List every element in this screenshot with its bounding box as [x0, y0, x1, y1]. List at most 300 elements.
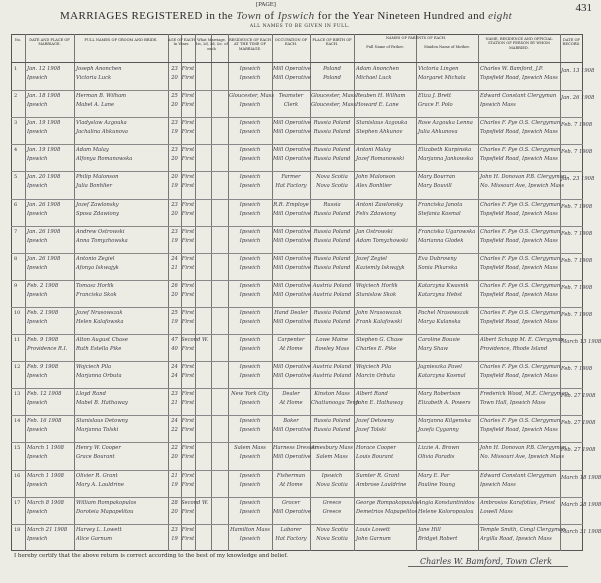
entry-birth-g: Lowe Maine: [315, 337, 349, 343]
entry-place: Ipswich: [27, 508, 48, 515]
entry-groom: Antonio Zegiel: [76, 255, 115, 262]
entry-off2: Topsfield Road, Ipswich Mass: [480, 427, 558, 434]
entry-birth-b: Nova Scotia: [316, 183, 348, 190]
entry-mar-g: Second W.: [181, 337, 209, 343]
entry-age-g: 23: [171, 391, 178, 398]
entry-bride: Alfonya Romanowska: [76, 156, 133, 163]
entry-age-g: 47: [171, 337, 178, 343]
entry-father-g: Antoni Zawlonsky: [356, 201, 403, 208]
entry-father-b: Kaziemly Iskwajyk: [356, 264, 405, 271]
entry-age-g: 23: [171, 228, 178, 235]
entry-date: Feb. 2 1908: [27, 282, 59, 289]
entry-rec: Feb. 7 1908: [561, 122, 593, 129]
entry-groom: Henry W. Cooper: [76, 445, 121, 452]
entry-father-g: Albert Rand: [356, 391, 388, 398]
header-parents: NAMES OF PARENTS OF EACH.: [385, 36, 447, 40]
entry-mother-g: Jane Hill: [418, 526, 441, 533]
row-rule: [11, 226, 583, 227]
entry-groom: Lloyd Rand: [76, 391, 106, 398]
entry-bride: Helen Kalafowska: [76, 318, 124, 325]
entry-mar-b: First: [181, 129, 195, 136]
entry-res-b: Ipswich: [239, 508, 261, 515]
entry-mar-b: First: [181, 210, 195, 217]
entry-rec: March 28 1908: [561, 501, 601, 508]
entry-place: Ipswich: [27, 427, 48, 434]
entry-occ-b: Mill Operative: [273, 156, 311, 163]
entry-age-g: 23: [171, 201, 178, 208]
entry-mar-b: First: [181, 454, 195, 461]
entry-res-b: Ipswich: [239, 75, 261, 81]
entry-age-b: 22: [171, 427, 178, 434]
entry-birth-g: Nova Scotia: [316, 174, 348, 181]
entry-age-b: 19: [171, 481, 178, 488]
entry-place: Ipswich: [27, 210, 48, 217]
entry-mother-g: Franciska Ugarowska: [418, 228, 476, 235]
entry-occ-b: At Home: [279, 346, 303, 352]
entry-birth-g: Kinston Mass: [314, 391, 350, 398]
entry-occ-b: Clerk: [283, 102, 299, 109]
entry-rec: Feb. 27 1908: [561, 420, 596, 427]
entry-mar-g: First: [181, 201, 195, 208]
entry-date: Jan. 19 1908: [27, 120, 61, 127]
entry-bride: Victoria Luck: [76, 75, 112, 81]
column-rule: [211, 34, 212, 551]
entry-mother-b: Marya Kulanska: [418, 318, 461, 325]
entry-bride: Jachalina Ahkunova: [76, 129, 128, 136]
entry-place: Ipswich: [27, 264, 48, 271]
clerk-signature: Charles W. Bamford, Town Clerk: [420, 557, 552, 566]
entry-father-g: Adam Anonchen: [356, 66, 399, 72]
entry-mother-g: Victoria Lingen: [418, 66, 459, 72]
entry-bride: Franciska Skok: [76, 291, 117, 298]
entry-occ-g: Mill Operative: [273, 147, 311, 154]
header-birthplace: PLACE OF BIRTH OF EACH.: [312, 38, 352, 47]
entry-age-b: 19: [171, 129, 178, 136]
title-for-year: for the Year Nineteen Hundred and: [317, 10, 485, 22]
entry-age-g: 23: [171, 120, 178, 127]
entry-mar-b: First: [181, 237, 195, 244]
entry-res-b: Ipswich: [239, 129, 261, 136]
entry-father-g: Reuben H. Wilham: [356, 93, 406, 100]
row-rule: [11, 388, 583, 389]
entry-off1: Charles F. Pye O.S. Clergyman: [480, 418, 561, 425]
entry-off1: Charles F. Pye O.S. Clergyman: [480, 201, 561, 208]
entry-birth-b: Russia Poland: [313, 318, 351, 325]
entry-rec: Feb. 7 1908: [561, 230, 593, 237]
entry-bride: Sposa Zdawiony: [76, 210, 119, 217]
entry-occ-b: Mill Operative: [273, 454, 311, 461]
entry-date: Jan. 12 1908: [27, 66, 61, 72]
entry-age-b: 20: [171, 210, 178, 217]
entry-off2: Town Hall, Ipswich Mass: [480, 400, 546, 407]
entry-occ-b: Hat Factory: [275, 535, 307, 542]
entry-place: Ipswich: [27, 535, 48, 542]
entry-birth-g: Russia Poland: [313, 228, 351, 235]
entry-occ-g: Fisherman: [276, 472, 306, 479]
entry-bride: Marjanna Tolski: [76, 427, 119, 434]
entry-mother-g: Mary E. Par: [418, 472, 450, 479]
entry-off2: Lowell Mass: [480, 508, 513, 515]
entry-occ-g: Hand Dealer: [274, 309, 308, 316]
row-rule: [11, 334, 583, 335]
entry-mother-b: Katarzyna Kosmal: [418, 373, 466, 380]
entry-date: March 21 1908: [27, 526, 68, 533]
entry-off1: Frederick Wood, M.E. Clergyman: [480, 391, 569, 398]
entry-rec: Feb. 7 1908: [561, 284, 593, 291]
entry-occ-g: Grocer: [281, 499, 301, 506]
certification-text: I hereby certify that the above return is correct according to the best of my knowledge and belief.: [14, 553, 288, 559]
entry-mother-g: Katarzyna Kwasnik: [418, 282, 469, 289]
entry-mother-g: Angia Konstantinidou: [418, 499, 475, 506]
entry-birth-b: Poland: [323, 75, 341, 81]
entry-date: Jan. 26 1908: [27, 228, 61, 235]
header-occupation: OCCUPATION OF EACH.: [274, 38, 308, 47]
entry-res-b: Ipswich: [239, 264, 261, 271]
entry-occ-g: Mill Operative: [273, 255, 311, 262]
entry-groom: Andrew Ostrowski: [76, 228, 125, 235]
entry-mother-b: Marjanna Jankowska: [418, 156, 474, 163]
entry-mar-g: First: [181, 391, 195, 398]
entry-mar-b: First: [181, 156, 195, 163]
entry-mother-g: Rose Azgouka Lenna: [418, 120, 473, 127]
entry-rec: March 13 1908: [561, 339, 601, 345]
entry-place: Ipswich: [27, 156, 48, 163]
entry-birth-b: Austria Poland: [312, 291, 352, 298]
entry-mar-g: First: [181, 147, 195, 154]
entry-occ-g: Mill Operative: [273, 120, 311, 127]
signature-line: [408, 566, 568, 567]
entry-age-b: 19: [171, 183, 178, 190]
entry-father-b: Howard E. Lane: [356, 102, 399, 109]
entry-birth-b: Chattanooga Tenn: [311, 400, 360, 407]
row-rule: [11, 144, 583, 145]
entry-res-g: Ipswich: [239, 472, 261, 479]
entry-father-g: Jan Ostrowski: [356, 228, 393, 235]
entry-mother-g: Eva Dubrowny: [418, 255, 457, 262]
entry-mar-g: First: [181, 445, 195, 452]
header-age: AGE OF EACH In Years.: [168, 38, 195, 47]
entry-off2: Topsfield Road, Ipswich Mass: [480, 210, 558, 217]
entry-res-b: Ipswich: [239, 183, 261, 190]
entry-mother-g: Eliza J. Brett: [418, 93, 452, 100]
entry-occ-b: Mill Operative: [273, 318, 311, 325]
entry-number: 11: [14, 337, 21, 343]
entry-age-g: 21: [171, 472, 178, 479]
entry-res-g: Ipswich: [239, 66, 261, 72]
entry-groom: Wojciech Pila: [76, 364, 112, 371]
entry-age-b: 21: [171, 264, 178, 271]
entry-res-g: Ipswich: [239, 337, 261, 343]
entry-rec: March 18 1908: [561, 474, 601, 481]
entry-mother-g: Mary Bourran: [418, 174, 456, 181]
entry-birth-g: Russia Poland: [313, 255, 351, 262]
entry-date: March 1 1908: [27, 472, 64, 479]
entry-father-b: Stanislaw Skok: [356, 291, 397, 298]
page-label: [PAGE]: [256, 2, 276, 8]
entry-age-b: 20: [171, 508, 178, 515]
entry-number: 12: [14, 364, 21, 371]
entry-birth-b: Salem Mass: [316, 454, 348, 461]
entry-mother-b: Margaret Michala: [418, 75, 466, 81]
entry-number: 16: [14, 472, 21, 479]
entry-occ-b: Hat Factory: [275, 183, 307, 190]
entry-number: 13: [14, 391, 21, 398]
entry-birth-g: Gloucester, Mass: [311, 93, 356, 100]
entry-occ-b: Mill Operative: [273, 75, 311, 81]
entry-res-b: Ipswich: [239, 535, 261, 542]
entry-number: 1: [14, 66, 18, 72]
title-prefix: MARRIAGES REGISTERED: [60, 10, 203, 22]
row-rule: [11, 361, 583, 362]
entry-date: March 1 1908: [27, 445, 64, 452]
entry-occ-g: Harness Dresser: [273, 445, 318, 452]
entry-occ-g: Mill Operative: [273, 364, 311, 371]
entry-mar-b: First: [181, 481, 195, 488]
entry-mother-b: Olivia Paradis: [418, 454, 455, 461]
entry-age-b: 20: [171, 102, 178, 109]
row-rule: [11, 90, 583, 91]
entry-date: Jan. 19 1908: [27, 147, 61, 154]
header-residence: RESIDENCE OF EACH AT THE TIME OF MARRIAGE.: [228, 38, 272, 51]
column-rule: [354, 34, 355, 551]
entry-rec: Feb. 7 1908: [561, 366, 593, 373]
entry-bride: Mabel B. Hathaway: [76, 400, 128, 407]
entry-date: Jan. 26 1908: [27, 255, 61, 262]
entry-off1: Charles F. Pye O.S. Clergyman: [480, 282, 561, 289]
entry-mother-b: Grace F. Polo: [418, 102, 453, 109]
entry-occ-b: Mill Operative: [273, 373, 311, 380]
entry-mother-g: Marjanna Kilgenska: [418, 418, 471, 425]
entry-place: Ipswich: [27, 400, 48, 407]
entry-off2: Topsfield Road, Ipswich Mass: [480, 291, 558, 298]
header-no: No.: [14, 38, 22, 42]
entry-occ-b: Mill Operative: [273, 427, 311, 434]
entry-father-b: Marcin Orbuta: [356, 373, 396, 380]
row-rule: [11, 171, 583, 172]
entry-father-b: Jozef Tolski: [356, 427, 386, 434]
title-town: Town: [236, 10, 262, 22]
entry-mar-g: First: [181, 120, 195, 127]
entry-place: Providence R.I.: [27, 346, 68, 352]
entry-res-g: Ipswich: [239, 499, 261, 506]
entry-birth-g: Russia: [323, 201, 341, 208]
entry-date: Feb. 9 1908: [27, 364, 59, 371]
entry-number: 9: [14, 282, 18, 289]
row-rule: [11, 253, 583, 254]
entry-rec: Feb. 7 1908: [561, 311, 593, 318]
entry-bride: Alice Garnum: [76, 535, 113, 542]
entry-rec: Feb. 7 1908: [561, 203, 593, 210]
entry-groom: Olivier R. Grant: [76, 472, 118, 479]
entry-birth-g: Austria Poland: [312, 282, 352, 289]
entry-off1: Ambrosios Karafotias, Priest: [480, 499, 556, 506]
entry-number: 15: [14, 445, 21, 452]
entry-place: Ipswich: [27, 102, 48, 109]
entry-occ-g: R.R. Employe: [273, 201, 309, 208]
entry-off2: No. Missouri Ave, Ipswich Mass: [480, 183, 565, 190]
entry-res-b: Ipswich: [239, 318, 261, 325]
entry-age-b: 19: [171, 237, 178, 244]
entry-age-b: 20: [171, 291, 178, 298]
entry-res-b: Ipswich: [239, 102, 261, 109]
entry-bride: Mabel A. Lane: [76, 102, 115, 109]
entry-res-g: Salem Mass: [234, 445, 266, 452]
entry-mar-g: First: [181, 66, 195, 72]
entry-res-b: Ipswich: [239, 400, 261, 407]
entry-place: Ipswich: [27, 129, 48, 136]
entry-father-g: Sumter R. Grant: [356, 472, 400, 479]
row-rule: [11, 415, 583, 416]
entry-age-b: 20: [171, 156, 178, 163]
entry-birth-b: Nova Scotia: [316, 535, 348, 542]
entry-date: Jan. 20 1908: [27, 174, 61, 181]
entry-place: Ipswich: [27, 75, 48, 81]
entry-age-b: 20: [171, 75, 178, 81]
entry-father-g: John Malonson: [356, 174, 396, 181]
entry-mar-b: First: [181, 75, 195, 81]
entry-res-g: Ipswich: [239, 201, 261, 208]
entry-date: Feb. 16 1908: [27, 418, 62, 425]
entry-res-g: New York City: [231, 391, 269, 398]
entry-res-g: Ipswich: [239, 120, 261, 127]
column-rule: [25, 34, 26, 551]
entry-res-b: Ipswich: [239, 454, 261, 461]
entry-groom: Jozef Nrasowszak: [76, 309, 123, 316]
entry-number: 8: [14, 255, 18, 262]
entry-father-g: Antoni Malay: [356, 147, 392, 154]
entry-res-b: Ipswich: [239, 373, 261, 380]
entry-mother-g: Elizabeth Kurpinska: [418, 147, 472, 154]
entry-mother-b: Jozefa Cyganny: [418, 427, 459, 434]
entry-father-g: Wojciech Horlik: [356, 282, 398, 289]
entry-off2: Ipswich Mass: [480, 102, 516, 109]
entry-birth-b: Russia Poland: [313, 210, 351, 217]
entry-groom: Joseph Anonchen: [76, 66, 122, 72]
entry-groom: Stanislaus Detowny: [76, 418, 128, 425]
entry-off2: Topsfield Road, Ipswich Mass: [480, 318, 558, 325]
entry-mar-g: First: [181, 174, 195, 181]
entry-birth-b: Russia Poland: [313, 237, 351, 244]
entry-date: Jan. 26 1908: [27, 201, 61, 208]
entry-age-b: 21: [171, 400, 178, 407]
entry-father-b: John Garnum: [356, 535, 391, 542]
entry-groom: Vladyslaw Azgouka: [76, 120, 127, 127]
entry-father-g: Horace Cooper: [356, 445, 396, 452]
entry-off2: Topsfield Road, Ipswich Mass: [480, 264, 558, 271]
row-rule: [11, 442, 583, 443]
entry-number: 6: [14, 201, 18, 208]
entry-age-b: 24: [171, 373, 178, 380]
row-rule: [11, 199, 583, 200]
entry-father-b: Alex Bonhlier: [356, 183, 392, 190]
entry-mother-g: Caroline Bouvie: [418, 337, 460, 343]
entry-father-b: Stephen Ahkunov: [356, 129, 403, 136]
entry-occ-g: Carpenter: [277, 337, 305, 343]
header-names: FULL NAMES OF GROOM AND BRIDE.: [84, 38, 158, 42]
entry-occ-b: Mill Operative: [273, 210, 311, 217]
entry-birth-g: Russia Poland: [313, 418, 351, 425]
entry-mother-g: Mary Robertson: [418, 391, 461, 398]
entry-age-b: 20: [171, 454, 178, 461]
page-number: 431: [575, 2, 592, 14]
entry-mother-g: Lizzie A. Brown: [418, 445, 460, 452]
entry-groom: Philip Malonson: [76, 174, 119, 181]
entry-off1: Edward Constant Clergyman: [480, 472, 557, 479]
entry-off1: Charles F. Pye O.S. Clergyman: [480, 228, 561, 235]
entry-mother-b: Helene Koloropoulou: [418, 508, 474, 515]
entry-occ-g: Baker: [283, 418, 299, 425]
entry-father-g: Stanislaus Azgouka: [356, 120, 408, 127]
entry-place: Ipswich: [27, 454, 48, 461]
entry-mother-b: Elizabeth A. Powers: [418, 400, 471, 407]
entry-birth-g: Greece: [322, 499, 342, 506]
entry-birth-g: Amesbury Mass: [311, 445, 353, 452]
entry-res-g: Ipswich: [239, 282, 261, 289]
title-of: of: [264, 10, 275, 22]
entry-occ-g: Farmer: [281, 174, 301, 181]
entry-off1: Temple Smith, Congl Clergyman: [480, 526, 566, 533]
entry-bride: Julia Bonhlier: [76, 183, 112, 190]
entry-father-b: Frank Kalafowski: [356, 318, 402, 325]
entry-res-g: Hamilton Mass: [230, 526, 270, 533]
entry-mar-b: First: [181, 373, 195, 380]
header-recorded: DATE OF RECORD.: [562, 38, 581, 47]
entry-birth-g: Ipswich: [321, 472, 343, 479]
entry-age-b: 40: [171, 346, 178, 352]
entry-off2: Topsfield Road, Ipswich Mass: [480, 373, 558, 380]
entry-number: 2: [14, 93, 18, 100]
entry-birth-g: Russia Poland: [313, 120, 351, 127]
entry-age-g: 23: [171, 66, 178, 72]
entry-date: Feb. 9 1908: [27, 337, 59, 343]
entry-off1: John H. Donovan P.B. Clergyman: [480, 445, 567, 452]
entry-rec: Jan. 23 1908: [561, 176, 595, 183]
entry-res-b: Ipswich: [239, 291, 261, 298]
entry-place: Ipswich: [27, 237, 48, 244]
entry-off2: Topsfield Road, Ipswich Mass: [480, 75, 558, 81]
entry-father-b: Ambrose Lauldrine: [356, 481, 407, 488]
entry-birth-b: Russia Poland: [313, 264, 351, 271]
entry-groom: Herman B. Wilham: [76, 93, 127, 100]
entry-mar-g: First: [181, 282, 195, 289]
entry-mar-b: First: [181, 400, 195, 407]
entry-groom: Alton August Chase: [76, 337, 128, 343]
entry-place: Ipswich: [27, 291, 48, 298]
entry-birth-g: Russia Poland: [313, 309, 351, 316]
entry-res-g: Gloucester, Mass: [229, 93, 274, 100]
header-date: DATE AND PLACE OF MARRIAGE.: [29, 38, 70, 47]
entry-occ-b: Mill Operative: [273, 508, 311, 515]
entry-off1: Edward Constant Clergyman: [480, 93, 557, 100]
entry-res-b: Ipswich: [239, 427, 261, 434]
entry-number: 5: [14, 174, 18, 181]
entry-number: 17: [14, 499, 21, 506]
entry-mar-g: Second W.: [181, 499, 209, 506]
entry-father-b: Demetrios Mapapelitos: [356, 508, 418, 515]
column-rule: [478, 34, 479, 551]
entry-res-b: Ipswich: [239, 156, 261, 163]
entry-age-g: 22: [171, 445, 178, 452]
entry-mother-b: Katarzyna Hebst: [418, 291, 463, 298]
row-rule: [11, 524, 583, 525]
entry-bride: Doroteia Mapapelitou: [76, 508, 134, 515]
entry-age-g: 28: [171, 499, 178, 506]
entry-res-b: Ipswich: [239, 481, 261, 488]
entry-mother-b: Pauline Young: [418, 481, 456, 488]
entry-date: March 8 1908: [27, 499, 64, 506]
entry-number: 18: [14, 526, 21, 533]
entry-occ-g: Dealer: [282, 391, 300, 398]
